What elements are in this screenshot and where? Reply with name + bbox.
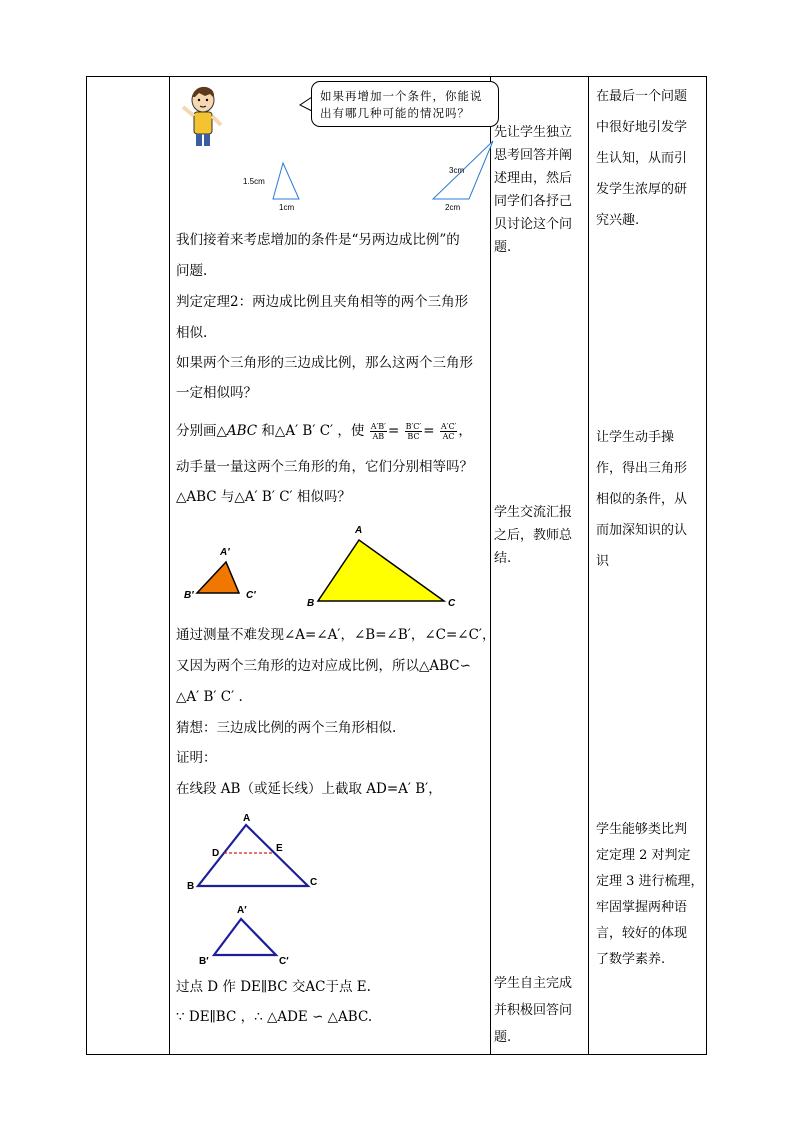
proof-small-vertex-a: A′ xyxy=(237,905,247,916)
design-intent-1: 在最后一个问题 中很好地引发学 生认知，从而引 发学生浓厚的研 究兴趣. xyxy=(596,89,688,228)
drawing-instruction: 分别画△ABC 和△A′ B′ C′ ，使 $\frac{A'B'}{AB}$ = $\frac{B'C'}{BC}$ = $\frac{A'C'}{AC}$ ， xyxy=(176,422,472,441)
large-vertex-a: A xyxy=(355,525,363,536)
large-side-bottom: 2cm xyxy=(445,203,461,212)
proof-step-3: ∵ DE∥BC ，∴ △ADE ∽ △ABC. xyxy=(176,1009,373,1025)
column-divider xyxy=(169,77,170,1054)
large-vertex-c: C xyxy=(448,598,456,609)
proof-vertex-e: E xyxy=(276,843,283,854)
question-three-sides-cont: 一定相似吗？ xyxy=(176,385,257,401)
speech-bubble xyxy=(311,81,499,127)
student-activity-3: 学生自主完成 并积极回答问 题. xyxy=(494,976,573,1045)
measure-instruction: 动手量一量这两个三角形的角，它们分别相等吗？ xyxy=(176,459,473,475)
small-vertex-c: C′ xyxy=(246,590,256,601)
student-cartoon-icon xyxy=(179,83,225,149)
small-side-left: 1.5cm xyxy=(243,177,265,186)
proof-vertex-c: C xyxy=(310,877,318,888)
small-vertex-a: A′ xyxy=(220,547,230,558)
proof-small-vertex-b: B′ xyxy=(199,956,209,967)
ratio-ac: $\frac{A'C'}{AC}$ xyxy=(440,422,457,441)
theorem-2-cont: 相似. xyxy=(176,325,208,341)
measurement-result: 通过测量不难发现∠A=∠A′，∠B=∠B′，∠C=∠C′， xyxy=(176,627,496,643)
proof-step-1: 在线段 AB（或延长线）上截取 AD=A′ B′， xyxy=(176,781,442,797)
ratio-bc: $\frac{B'C'}{BC}$ xyxy=(405,422,422,441)
bubble-line-1: 如果再增加一个条件，你能说 xyxy=(320,89,483,103)
proof-vertex-d: D xyxy=(212,848,220,859)
large-vertex-b: B xyxy=(307,598,315,609)
measurement-result-cont: 又因为两个三角形的边对应成比例，所以△ABC∽ xyxy=(176,658,471,674)
small-side-bottom: 1cm xyxy=(279,203,295,212)
proof-vertex-a: A xyxy=(243,813,251,824)
paragraph-consider-condition-cont: 问题. xyxy=(176,263,208,279)
side-length-triangles xyxy=(231,135,501,215)
lesson-table xyxy=(86,76,707,1055)
small-vertex-b: B′ xyxy=(184,590,194,601)
question-three-sides: 如果两个三角形的三边成比例，那么这两个三角形 xyxy=(176,355,473,371)
ratio-ab: $\frac{A'B'}{AB}$ xyxy=(370,422,386,441)
column-divider xyxy=(588,77,589,1054)
design-intent-3: 学生能够类比判 定定理 2 对判定 定理 3 进行梳理， 牢固掌握两种语 言，较好的体现 了数学素养. xyxy=(596,822,704,967)
proof-step-2: 过点 D 作 DE∥BC 交AC于点 E. xyxy=(176,979,371,995)
proof-small-vertex-c: C′ xyxy=(279,956,289,967)
bubble-line-2: 出有哪几种可能的情况吗？ xyxy=(320,106,470,120)
proof-figure xyxy=(176,809,336,969)
design-intent-2: 让学生动手操 作，得出三角形 相似的条件，从 而加深知识的认 识 xyxy=(596,430,688,569)
proof-vertex-b: B xyxy=(187,881,195,892)
teaching-content-cell xyxy=(171,77,496,1054)
similar-triangles-figure xyxy=(176,517,476,612)
similar-question: △ABC 与△A′ B′ C′ 相似吗？ xyxy=(176,489,351,505)
proof-heading: 证明： xyxy=(176,750,217,766)
student-activity-1: 先让学生独立 思考回答并阐 述理由，然后 同学们各抒己 贝讨论这个问 题. xyxy=(494,125,573,255)
conjecture: 猜想：三边成比例的两个三角形相似. xyxy=(176,720,397,736)
student-activity-2: 学生交流汇报 之后，教师总 结. xyxy=(494,505,573,566)
measurement-result-end: △A′ B′ C′ . xyxy=(176,689,243,705)
theorem-2: 判定定理2：两边成比例且夹角相等的两个三角形 xyxy=(176,294,469,310)
paragraph-consider-condition: 我们接着来考虑增加的条件是“另两边成比例”的 xyxy=(176,232,460,248)
large-side-left: 3cm xyxy=(449,166,465,175)
